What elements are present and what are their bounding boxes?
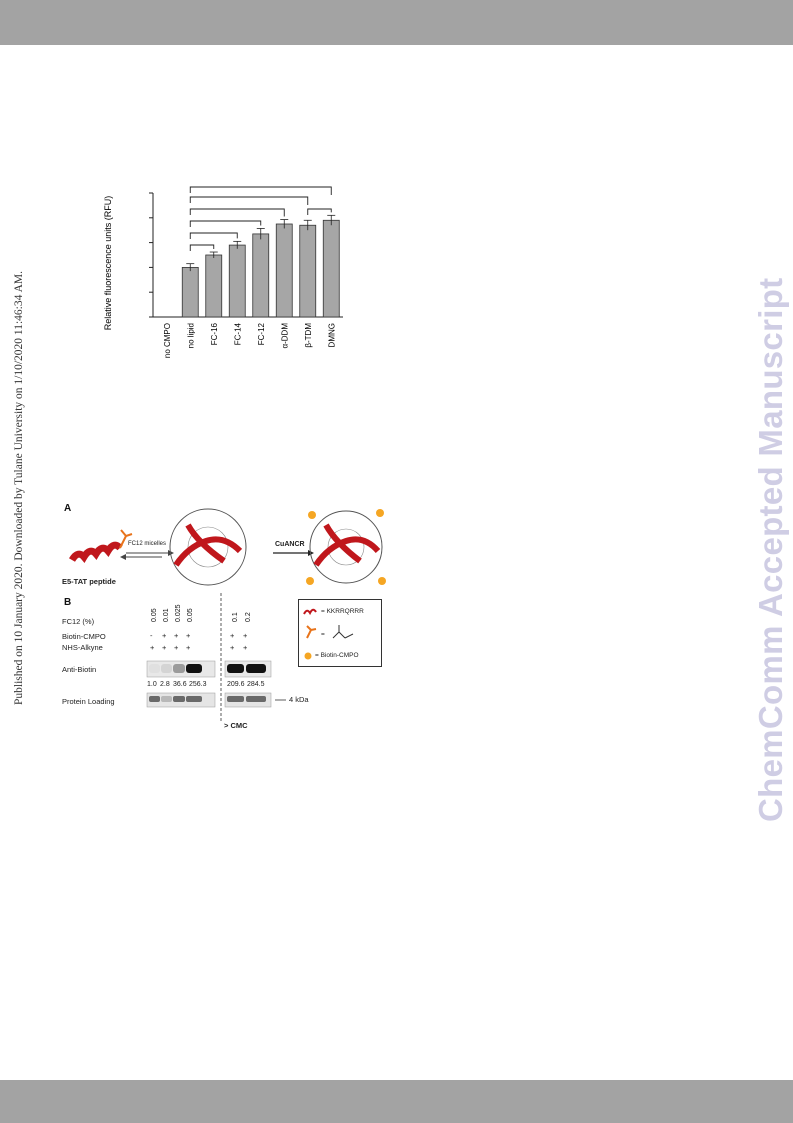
lane1-quant: 1.0	[147, 681, 157, 688]
labeling-figure	[58, 495, 393, 735]
accepted-manuscript-watermark: ChemComm Accepted Manuscript	[752, 277, 789, 822]
mw-marker-label: 4 kDa	[289, 695, 309, 704]
loading-band-1	[161, 696, 172, 702]
lane6-biotin: +	[243, 631, 248, 640]
footer-band	[0, 1080, 793, 1123]
anti-biotin-band-1	[161, 664, 172, 673]
legend-item-3: = Biotin-CMPO	[315, 652, 359, 659]
lane3-nhs: +	[174, 643, 179, 652]
bar-5	[276, 224, 292, 317]
anti-biotin-band-5	[246, 664, 266, 673]
lane5-quant: 209.6	[227, 681, 245, 688]
lane4-fc12: 0.05	[187, 608, 194, 622]
row-label-nhs: NHS-Alkyne	[62, 643, 103, 652]
panel-b-letter: B	[64, 597, 72, 608]
arrow-micelles-label: FC12 micelles	[128, 541, 167, 547]
lane3-biotin: +	[174, 631, 179, 640]
bar-3	[229, 245, 245, 317]
x-tick-label-5: α-DDM	[280, 323, 290, 349]
helix-legend-icon	[304, 610, 316, 614]
x-tick-label-4: FC-12	[256, 323, 266, 346]
lane4-quant: 256.3	[189, 681, 207, 688]
significance-bracket-3	[190, 209, 284, 217]
panel-a-letter: A	[64, 503, 72, 514]
lane6-quant: 284.5	[247, 681, 265, 688]
lane6-nhs: +	[243, 643, 248, 652]
bar-4	[253, 234, 269, 317]
x-tick-label-1: no lipid	[186, 323, 196, 349]
lane2-fc12: 0.01	[163, 608, 170, 622]
legend-item-1: = KKRRQRRR	[321, 608, 364, 615]
anti-biotin-label: Anti-Biotin	[62, 665, 97, 674]
significance-bracket-0	[190, 245, 214, 251]
bar-chart	[95, 175, 355, 375]
arrow-cuancr-label: CuANCR	[275, 541, 305, 548]
anti-biotin-band-3	[186, 664, 202, 673]
lane5-biotin: +	[230, 631, 235, 640]
anti-biotin-band-4	[227, 664, 244, 673]
loading-band-2	[173, 696, 185, 702]
header-band	[0, 0, 793, 45]
loading-band-0	[149, 696, 160, 702]
protein-loading-label: Protein Loading	[62, 697, 115, 706]
micelle-icon	[170, 509, 246, 585]
row-label-biotin: Biotin-CMPO	[62, 632, 106, 641]
x-tick-label-2: FC-16	[209, 323, 219, 346]
bar-6	[300, 225, 316, 317]
publication-note: Published on 10 January 2020. Downloaded by Tulane University on 1/10/2020 11:46:34 AM.	[13, 270, 25, 705]
anti-biotin-band-0	[149, 664, 160, 673]
bar-2	[206, 255, 222, 317]
lane2-quant: 2.8	[160, 681, 170, 688]
lane4-biotin: +	[186, 631, 191, 640]
linker-legend-icon	[307, 626, 316, 638]
y-axis-label: Relative fluorescence units (RFU)	[103, 195, 113, 331]
lane3-fc12: 0.025	[175, 604, 182, 622]
significance-bracket-2	[190, 221, 261, 227]
x-tick-label-0: no CMPO	[162, 323, 172, 359]
peptide-label: E5-TAT peptide	[62, 577, 116, 586]
significance-bracket-1	[190, 233, 237, 239]
lane1-fc12: 0.05	[151, 608, 158, 622]
biotin-legend-icon	[305, 653, 312, 660]
labeled-micelle-icon	[306, 509, 386, 585]
lane2-biotin: +	[162, 631, 167, 640]
lane2-nhs: +	[162, 643, 167, 652]
anti-biotin-band-2	[173, 664, 185, 673]
lane1-biotin: -	[150, 631, 153, 640]
x-tick-label-7: DMNG	[327, 323, 337, 348]
bar-1	[182, 267, 198, 317]
loading-band-5	[246, 696, 266, 702]
bar-chart-figure	[95, 175, 355, 375]
significance-bracket-4	[190, 197, 308, 205]
x-tick-label-3: FC-14	[233, 323, 243, 346]
bar-7	[323, 220, 339, 317]
lane5-fc12: 0.1	[232, 612, 239, 622]
x-tick-label-6: β-TDM	[303, 323, 313, 348]
lane1-nhs: +	[150, 643, 155, 652]
legend-box	[298, 599, 382, 667]
lane6-fc12: 0.2	[245, 612, 252, 622]
lane4-nhs: +	[186, 643, 191, 652]
cmc-label: > CMC	[224, 721, 248, 730]
cmpo-structure-icon	[333, 625, 353, 638]
lane5-nhs: +	[230, 643, 235, 652]
significance-bracket-6	[308, 209, 332, 215]
lane3-quant: 36.6	[173, 681, 187, 688]
loading-band-4	[227, 696, 244, 702]
loading-band-3	[186, 696, 202, 702]
row-label-fc12: FC12 (%)	[62, 617, 95, 626]
legend-item-2: =	[321, 631, 325, 638]
significance-bracket-5	[190, 187, 331, 195]
